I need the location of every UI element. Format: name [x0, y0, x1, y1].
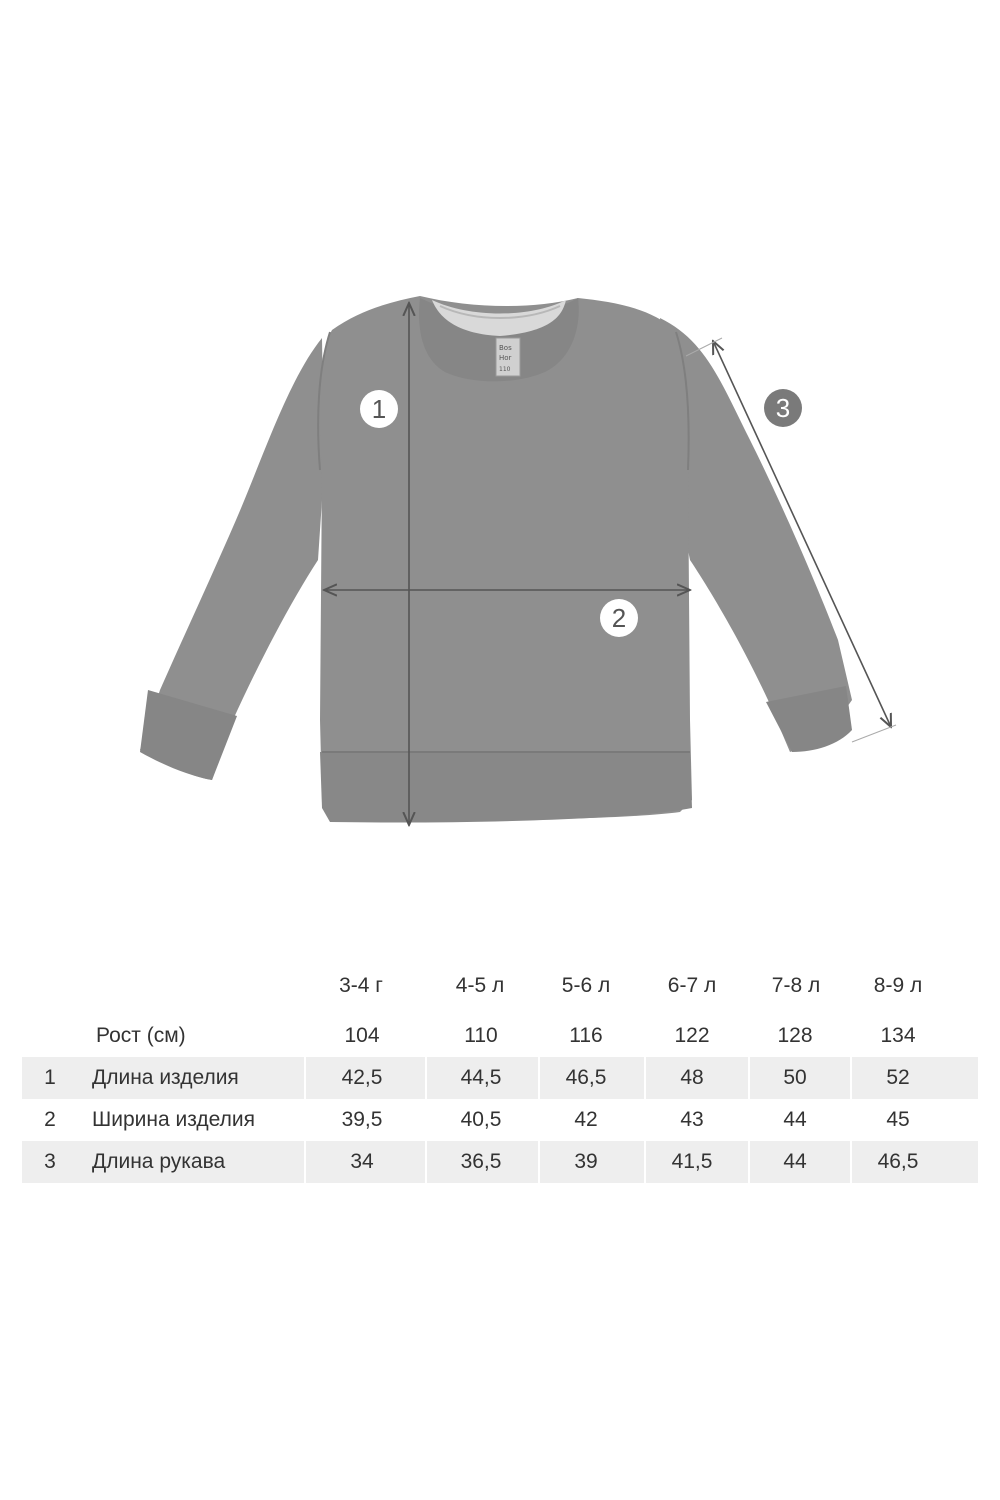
table-cell: 48	[680, 1066, 704, 1089]
row-number: 2	[44, 1108, 56, 1131]
size-header: 5-6 л	[561, 974, 611, 997]
size-header: 6-7 л	[667, 974, 717, 997]
row-number: 3	[44, 1150, 56, 1173]
table-cell: 42,5	[341, 1066, 383, 1089]
table-cell: 104	[344, 1024, 380, 1047]
table-cell: 45	[886, 1108, 910, 1131]
row-label: Рост (см)	[96, 1024, 186, 1047]
table-cell: 44	[783, 1108, 807, 1131]
table-cell: 41,5	[671, 1150, 713, 1173]
table-cell: 52	[886, 1066, 910, 1089]
marker-2-icon	[600, 599, 638, 637]
svg-text:3: 3	[775, 393, 791, 423]
table-cell: 110	[464, 1024, 498, 1047]
hem-band	[320, 752, 692, 822]
size-header: 7-8 л	[771, 974, 821, 997]
size-header: 3-4 г	[339, 974, 383, 997]
table-cell: 40,5	[460, 1108, 502, 1131]
table-cell: 122	[674, 1024, 710, 1047]
sizes-header-row	[22, 965, 978, 1007]
table-cell: 46,5	[877, 1150, 919, 1173]
row-label: Длина рукава	[92, 1150, 226, 1173]
table-row	[22, 1057, 978, 1099]
row-number: 1	[44, 1066, 56, 1089]
svg-text:1: 1	[371, 394, 387, 424]
row-label: Длина изделия	[92, 1066, 239, 1089]
row-label: Ширина изделия	[92, 1108, 255, 1131]
svg-text:2: 2	[611, 603, 627, 633]
table-cell: 46,5	[565, 1066, 607, 1089]
table-cell: 44,5	[460, 1066, 502, 1089]
table-cell: 43	[680, 1108, 704, 1131]
table-row	[22, 1141, 978, 1183]
table-cell: 39	[574, 1150, 598, 1173]
height-row	[22, 1015, 978, 1057]
table-cell: 34	[350, 1150, 374, 1173]
svg-text:Bos: Bos	[499, 344, 512, 352]
table-cell: 36,5	[460, 1150, 502, 1173]
table-cell: 50	[783, 1066, 807, 1089]
table-cell: 134	[880, 1024, 916, 1047]
table-cell: 116	[569, 1024, 603, 1047]
table-cell: 42	[574, 1108, 598, 1131]
marker-1-icon	[360, 390, 398, 428]
svg-text:Hor: Hor	[499, 354, 512, 362]
svg-text:110: 110	[499, 366, 511, 373]
table-cell: 44	[783, 1150, 807, 1173]
table-cell: 39,5	[341, 1108, 383, 1131]
marker-3-icon	[764, 389, 802, 427]
table-cell: 128	[777, 1024, 813, 1047]
size-header: 4-5 л	[455, 974, 505, 997]
table-row	[22, 1099, 978, 1141]
size-header: 8-9 л	[873, 974, 923, 997]
